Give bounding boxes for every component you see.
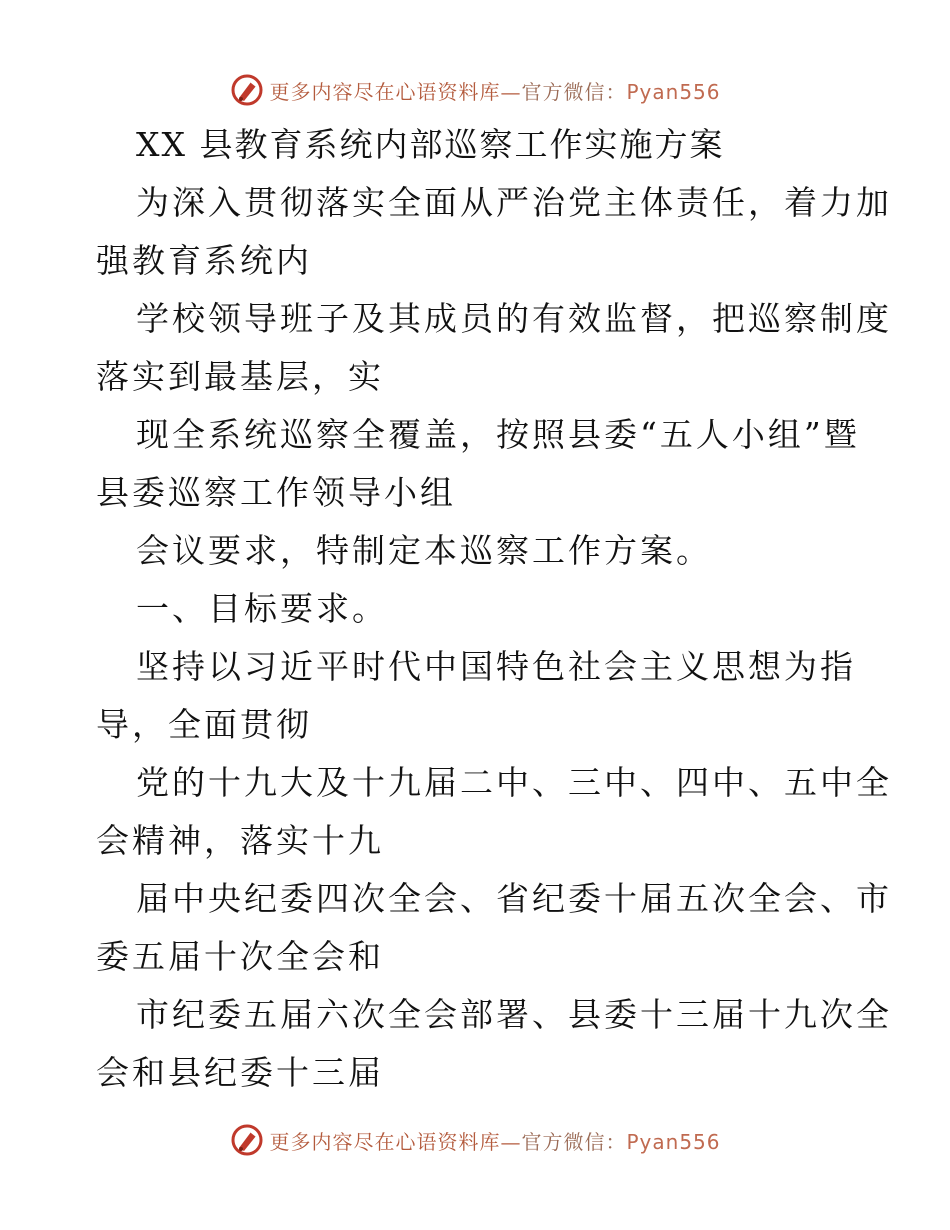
paragraph-line: 党的十九大及十九届二中、三中、四中、五中全	[136, 763, 892, 802]
paragraph-line: 坚持以习近平时代中国特色社会主义思想为指	[136, 647, 856, 686]
banner-official-label: 官方微信：	[521, 1129, 627, 1154]
paragraph-line: 现全系统巡察全覆盖，按照县委“五人小组”暨	[136, 415, 860, 454]
pen-logo-icon	[229, 1122, 265, 1158]
paragraph-line: 委五届十次全会和	[96, 937, 384, 976]
document-title: XX 县教育系统内部巡察工作实施方案	[136, 125, 725, 164]
paragraph-line: 导，全面贯彻	[96, 705, 312, 744]
banner-text	[269, 1126, 720, 1155]
paragraph-line: 县委巡察工作领导小组	[96, 473, 456, 512]
pen-logo-icon	[229, 72, 265, 108]
paragraph-line: 市纪委五届六次全会部署、县委十三届十九次全	[136, 995, 892, 1034]
paragraph-line: 届中央纪委四次全会、省纪委十届五次全会、市	[136, 879, 892, 918]
banner-separator: —	[500, 79, 522, 104]
header-banner	[0, 70, 950, 110]
paragraph-line: 为深入贯彻落实全面从严治党主体责任，着力加	[136, 183, 892, 222]
banner-site-text: 更多内容尽在心语资料库	[269, 1129, 501, 1154]
banner-separator: —	[500, 1129, 522, 1154]
paragraph-line: 会和县纪委十三届	[96, 1053, 384, 1092]
banner-wechat-id: Pyan556	[626, 79, 721, 104]
banner-site-text: 更多内容尽在心语资料库	[269, 79, 501, 104]
paragraph-line: 学校领导班子及其成员的有效监督，把巡察制度	[136, 299, 892, 338]
paragraph-line: 会精神，落实十九	[96, 821, 384, 860]
banner-text	[269, 76, 720, 105]
footer-banner	[0, 1120, 950, 1160]
banner-wechat-id: Pyan556	[626, 1129, 721, 1154]
paragraph-line: 会议要求，特制定本巡察工作方案。	[136, 531, 712, 570]
banner-official-label: 官方微信：	[521, 79, 627, 104]
paragraph-line: 落实到最基层，实	[96, 357, 384, 396]
section-heading: 一、目标要求。	[136, 589, 388, 628]
document-body	[96, 116, 892, 1102]
paragraph-line: 强教育系统内	[96, 241, 312, 280]
